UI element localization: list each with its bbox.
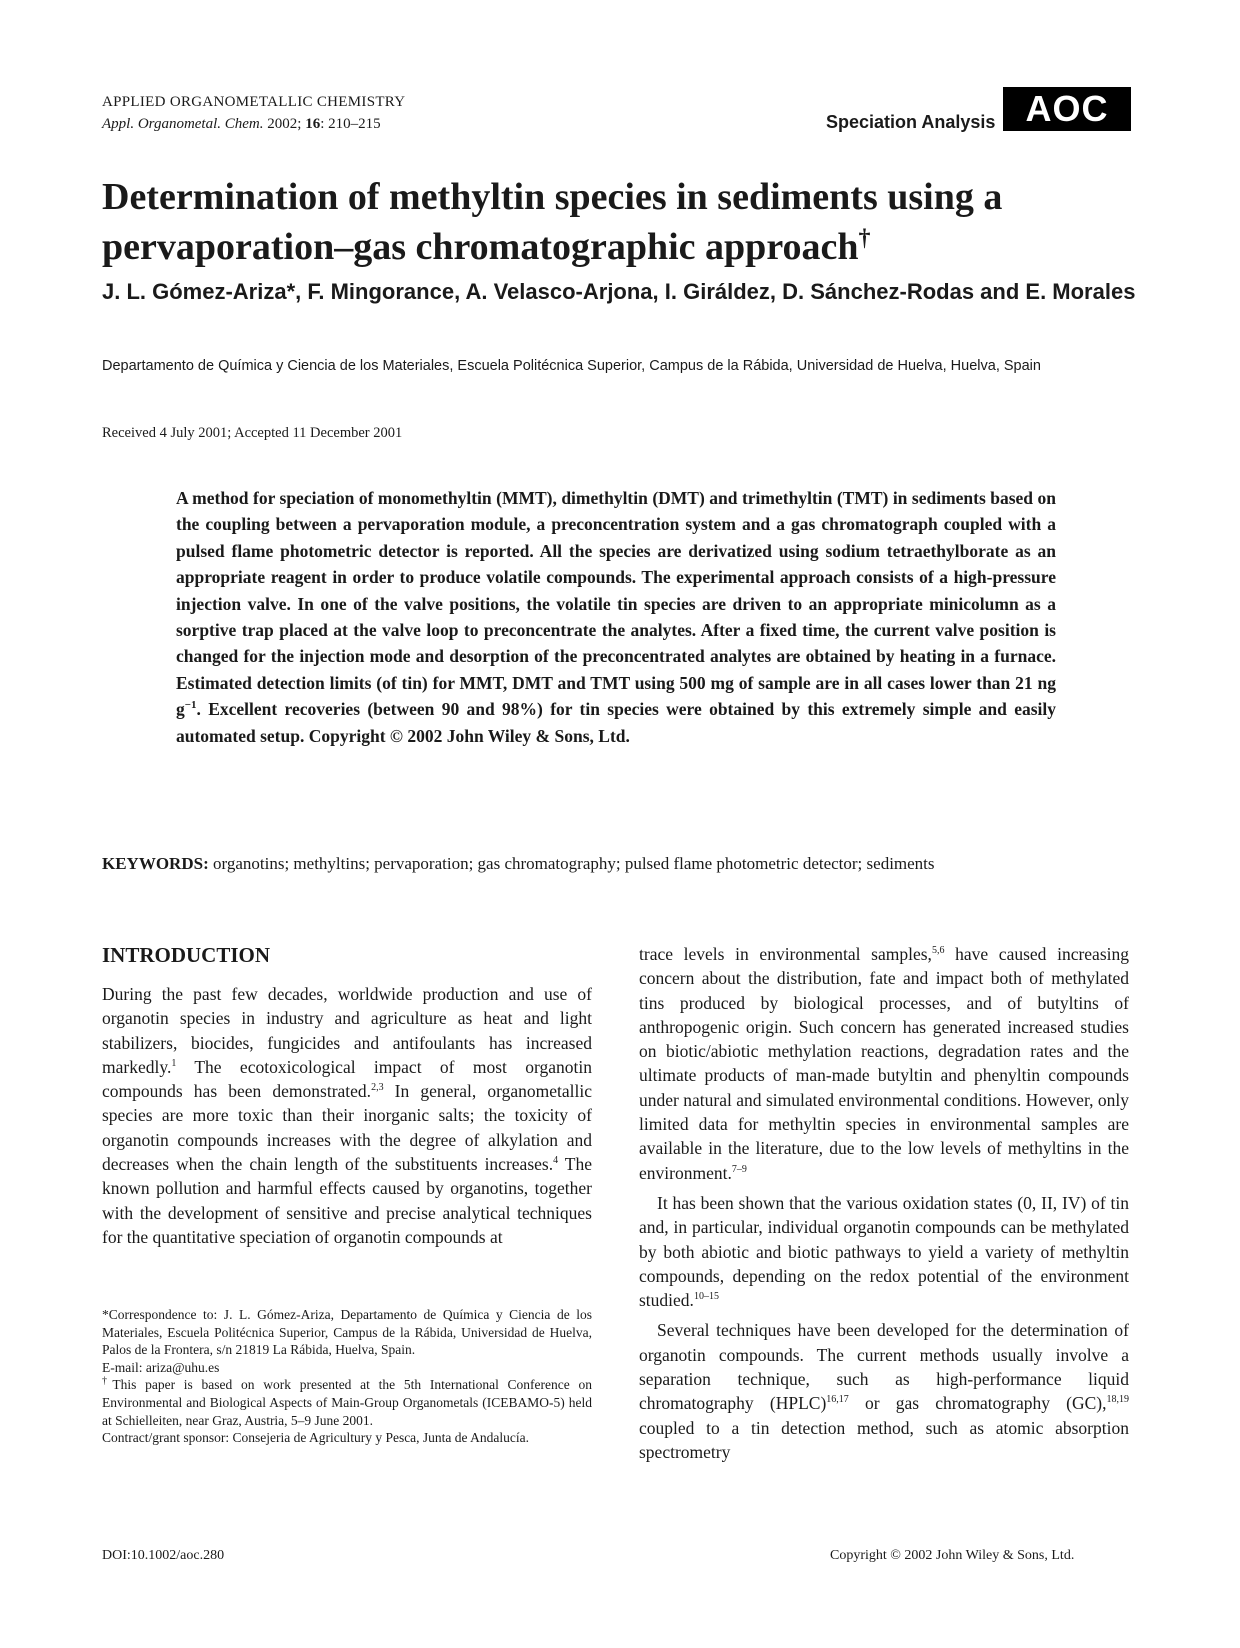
text-run: Several techniques have been developed for the determination of organotin compounds. The current methods usually involve a separation technique, such as high-performance liquid chromatography (HPLC) xyxy=(639,1320,1129,1414)
doi: DOI:10.1002/aoc.280 xyxy=(102,1548,225,1563)
text-run: It has been shown that the various oxidation states (0, II, IV) of tin and, in particular, individual organotin compounds can be methylated by both abiotic and biotic pathways to yield a variety of methyltin compounds, depending on the redox potential of the environment studied. xyxy=(639,1192,1129,1311)
title-dagger: † xyxy=(858,225,871,252)
paragraph xyxy=(639,942,1129,1185)
keywords-text: organotins; methyltins; pervaporation; gas chromatography; pulsed flame photometric detector; sediments xyxy=(208,854,935,873)
reference-marker: 2,3 xyxy=(371,1082,384,1094)
journal-logo: AOC xyxy=(1003,87,1131,131)
received-dates: Received 4 July 2001; Accepted 11 December 2001 xyxy=(102,425,403,441)
journal-volume: 16 xyxy=(305,116,321,132)
text-run: The known pollution and harmful effects caused by organotins, together with the development of sensitive and precise analytical techniques for the quantitative speciation of organotin compounds at xyxy=(102,1154,592,1247)
abstract-text-2: . Excellent recoveries (between 90 and 98%) for tin species were obtained by this extremely simple and easily automated setup. Copyright © 2002 John Wiley & Sons, Ltd. xyxy=(176,699,1056,746)
sponsor-note: Contract/grant sponsor: Consejeria de Agricultury y Pesca, Junta de Andalucía. xyxy=(102,1430,530,1446)
footnotes xyxy=(102,1306,592,1447)
text-run: or gas chromatography (GC), xyxy=(848,1393,1107,1414)
correspondence-note: *Correspondence to: J. L. Gómez-Ariza, Departamento de Química y Ciencia de los Materiales, Escuela Politécnica Superior, Campus de la Rábida, Universidad de Huelva, Palos de la Frontera, s/n 21819 La Rábida, Huelva, Spain. xyxy=(102,1307,592,1358)
keywords xyxy=(102,854,1162,874)
dagger-note xyxy=(102,1376,592,1429)
abstract xyxy=(176,485,1056,749)
title-text: Determination of methyltin species in sediments using a pervaporation–gas chromatographic approach xyxy=(102,176,1003,268)
text-run: have caused increasing concern about the distribution, fate and impact both of methylated tins produced by biological processes, and of butyltins of anthropogenic origin. Such concern has generated increased studies on biotic/abiotic methylation reactions, degradation rates and the ultimate products of man-made butyltin and phenyltin compounds under natural and simulated environmental conditions. However, only limited data for methyltin species in environmental samples are available in the literature, due to the low levels of methyltins in the environment. xyxy=(639,944,1130,1183)
paragraph xyxy=(639,1318,1129,1464)
dagger-mark: † xyxy=(102,1375,113,1387)
dagger-note-text: This paper is based on work presented at the 5th International Conference on Environmental and Biological Aspects of Main-Group Organometals (ICEBAMO-5) held at Schielleiten, near Graz, Austria, 5–9 June 2001. xyxy=(102,1377,592,1428)
reference-marker: 18,19 xyxy=(1106,1394,1129,1406)
affiliation: Departamento de Química y Ciencia de los Materiales, Escuela Politécnica Superior, Campus de la Rábida, Universidad de Huelva, Huelva, Spain xyxy=(102,358,1041,374)
body-column-left xyxy=(102,982,592,1249)
email-note: E-mail: ariza@uhu.es xyxy=(102,1359,220,1375)
paragraph xyxy=(639,1191,1129,1312)
body-column-right xyxy=(639,942,1129,1464)
journal-name: APPLIED ORGANOMETALLIC CHEMISTRY xyxy=(102,94,406,110)
copyright-footer: Copyright © 2002 John Wiley & Sons, Ltd. xyxy=(830,1548,1075,1563)
journal-citation xyxy=(102,116,381,133)
reference-marker: 10–15 xyxy=(693,1291,719,1303)
reference-marker: 7–9 xyxy=(731,1163,747,1175)
journal-abbrev: Appl. Organometal. Chem. xyxy=(102,116,264,132)
text-run: coupled to a tin detection method, such as atomic absorption spectrometry xyxy=(639,1417,1129,1462)
journal-pages: : 210–215 xyxy=(320,116,381,132)
journal-year: 2002; xyxy=(267,116,302,132)
section-label: Speciation Analysis xyxy=(826,112,996,132)
reference-marker: 4 xyxy=(553,1155,559,1167)
paper-title xyxy=(102,172,1162,272)
text-run: In general, organometallic species are more toxic than their inorganic salts; the toxicity of organotin compounds increases with the degree of alkylation and decreases when the chain length of the substituents increases. xyxy=(102,1081,592,1175)
text-run: The ecotoxicological impact of most organotin compounds has been demonstrated. xyxy=(102,1056,592,1102)
text-run: trace levels in environmental samples, xyxy=(639,944,932,964)
section-heading-introduction: INTRODUCTION xyxy=(102,943,271,967)
reference-marker: 1 xyxy=(171,1058,177,1070)
reference-marker: 5,6 xyxy=(931,945,945,957)
paragraph xyxy=(102,982,592,1249)
text-run: During the past few decades, worldwide production and use of organotin species in industry and agriculture as heat and light stabilizers, biocides, fungicides and antifoulants has increased markedly. xyxy=(102,984,592,1077)
abstract-text-1: A method for speciation of monomethyltin (MMT), dimethyltin (DMT) and trimethyltin (TMT) in sediments based on the coupling between a pervaporation module, a preconcentration system and a gas chromatograph coupled with a pulsed flame photometric detector is reported. All the species are derivatized using sodium tetraethylborate as an appropriate reagent in order to produce volatile compounds. The experimental approach consists of a high-pressure injection valve. In one of the valve positions, the volatile tin species are driven to an appropriate minicolumn as a sorptive trap placed at the valve loop to preconcentrate the analytes. After a fixed time, the current valve position is changed for the injection mode and desorption of the preconcentrated analytes are obtained by heating in a furnace. Estimated detection limits (of tin) for MMT, DMT and TMT using 500 mg of sample are in all cases lower than 21 ng g xyxy=(176,488,1056,720)
keywords-label: KEYWORDS: xyxy=(102,854,209,873)
abstract-exponent: −1 xyxy=(184,699,197,712)
reference-marker: 16,17 xyxy=(826,1394,849,1406)
author-list: J. L. Gómez-Ariza*, F. Mingorance, A. Velasco-Arjona, I. Giráldez, D. Sánchez-Rodas and E. Morales xyxy=(102,279,1136,304)
